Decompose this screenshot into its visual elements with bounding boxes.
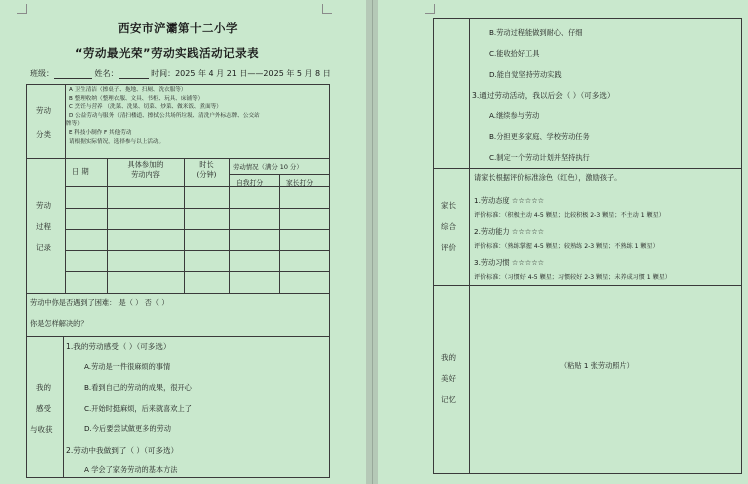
duration-header-line: (分钟) bbox=[196, 170, 217, 179]
margin-corner-mark bbox=[322, 4, 332, 14]
category-item: E 科技小制作 F 其他劳动 bbox=[69, 129, 132, 136]
ability-standard: 评价标准：（熟练掌握 4-5 颗星；较熟练 2-3 颗星；不熟练 1 颗星） bbox=[474, 243, 659, 250]
school-title: 西安市浐灞第十二小学 bbox=[118, 21, 238, 35]
name-label: 姓名： bbox=[94, 69, 119, 78]
content-header bbox=[107, 160, 184, 180]
process-label: 过程 bbox=[36, 222, 51, 231]
attitude-rating[interactable]: 1.劳动态度 ☆☆☆☆☆ bbox=[474, 196, 545, 205]
parent-score-header: 家长打分 bbox=[286, 179, 314, 187]
margin-corner-mark bbox=[17, 4, 27, 14]
feeling-label: 我的 bbox=[36, 383, 51, 392]
memory-label: 记忆 bbox=[441, 395, 456, 404]
right-page bbox=[378, 0, 748, 484]
question-3: 3.通过劳动活动，我以后会（ ）（可多选） bbox=[472, 91, 615, 100]
q1-option: D.今后要尝试做更多的劳动 bbox=[84, 424, 171, 433]
parent-eval-label: 家长 bbox=[441, 201, 456, 210]
photo-placeholder[interactable]: （粘贴 1 张劳动照片） bbox=[560, 361, 634, 370]
q2-option: B.劳动过程能做到耐心、仔细 bbox=[489, 28, 583, 37]
evaluation-header: 劳动情况（满分 10 分） bbox=[233, 163, 303, 171]
category-item: 请根据实际情况，选择参与以上活动。 bbox=[69, 138, 165, 145]
question-2: 2.劳动中我做到了（ ）（可多选） bbox=[66, 446, 179, 455]
memory-label: 我的 bbox=[441, 353, 456, 362]
attitude-standard: 评价标准：（积极主动 4-5 颗星；比较积极 2-3 颗星；不主动 1 颗星） bbox=[474, 212, 665, 219]
process-label: 劳动 bbox=[36, 201, 51, 210]
habit-standard: 评价标准：（习惯好 4-5 颗星；习惯较好 2-3 颗星；未养成习惯 1 颗星） bbox=[474, 274, 671, 281]
habit-rating[interactable]: 3.劳动习惯 ☆☆☆☆☆ bbox=[474, 258, 545, 267]
q2-option: A 学会了家务劳动的基本方法 bbox=[84, 465, 178, 474]
category-item: 牌等） bbox=[66, 121, 83, 128]
margin-corner-mark bbox=[425, 4, 435, 14]
q3-option: C.制定一个劳动计划并坚持执行 bbox=[489, 153, 590, 162]
q2-option: C.能收拾好工具 bbox=[489, 49, 540, 58]
feeling-label: 感受 bbox=[36, 404, 51, 413]
left-page bbox=[0, 0, 366, 484]
class-blank[interactable] bbox=[54, 69, 92, 79]
category-list bbox=[66, 86, 260, 146]
gutter-line bbox=[372, 0, 373, 484]
category-label: 劳动 bbox=[36, 106, 51, 115]
ability-rating[interactable]: 2.劳动能力 ☆☆☆☆☆ bbox=[474, 227, 545, 236]
category-item: A 卫生清洁（擦桌子、拖地、扫厕、洗衣服等） bbox=[69, 87, 187, 93]
process-label: 记录 bbox=[36, 243, 51, 252]
q3-option: B.分担更多家庭、学校劳动任务 bbox=[489, 132, 590, 141]
q1-option: C.开始时挺麻烦，后来就喜欢上了 bbox=[84, 404, 192, 413]
q1-option: A.劳动是一件很麻烦的事情 bbox=[84, 362, 171, 371]
name-blank[interactable] bbox=[119, 69, 149, 79]
duration-header bbox=[184, 160, 229, 180]
q3-option: A.继续参与劳动 bbox=[489, 111, 540, 120]
record-title: “劳动最光荣”劳动实践活动记录表 bbox=[75, 46, 260, 60]
self-score-header: 自我打分 bbox=[236, 179, 264, 187]
parent-instruction: 请家长根据评价标准涂色（红色），激励孩子。 bbox=[474, 173, 622, 182]
category-item: C 烹饪与营养 （洗菜、洗果、切菜、炒菜、做米饭、煮面等） bbox=[69, 104, 222, 111]
memory-label: 美好 bbox=[441, 374, 456, 383]
q2-option: D.能自觉坚持劳动实践 bbox=[489, 70, 562, 79]
info-line bbox=[30, 68, 331, 79]
parent-eval-label: 评价 bbox=[441, 243, 456, 252]
parent-eval-label: 综合 bbox=[441, 222, 456, 231]
duration-header-line: 时长 bbox=[199, 160, 214, 169]
solve-question: 你是怎样解决的？ bbox=[30, 319, 88, 328]
time-text: 时间：2025 年 4 月 21 日——2025 年 5 月 8 日 bbox=[151, 69, 331, 78]
feeling-label: 与收获 bbox=[30, 425, 53, 434]
content-header-line: 劳动内容 bbox=[131, 170, 160, 179]
q1-option: B.看到自己的劳动的成果，很开心 bbox=[84, 383, 192, 392]
category-item: D 公益劳动与服务（清扫楼道、擦拭公共场所垃圾、清洗户外标志牌、公交站 bbox=[69, 112, 260, 119]
content-header-line: 具体参加的 bbox=[127, 160, 164, 169]
category-item: B 整理收纳（整理衣服、文具、书柜、玩具、床铺等） bbox=[69, 95, 204, 102]
date-header: 日 期 bbox=[72, 167, 89, 176]
difficulty-question: 劳动中你是否遇到了困难： 是（ ） 否（ ） bbox=[30, 298, 169, 307]
question-1: 1.我的劳动感受（ ）（可多选） bbox=[66, 342, 171, 351]
category-label: 分类 bbox=[36, 130, 51, 139]
class-label: 班级： bbox=[30, 69, 54, 78]
